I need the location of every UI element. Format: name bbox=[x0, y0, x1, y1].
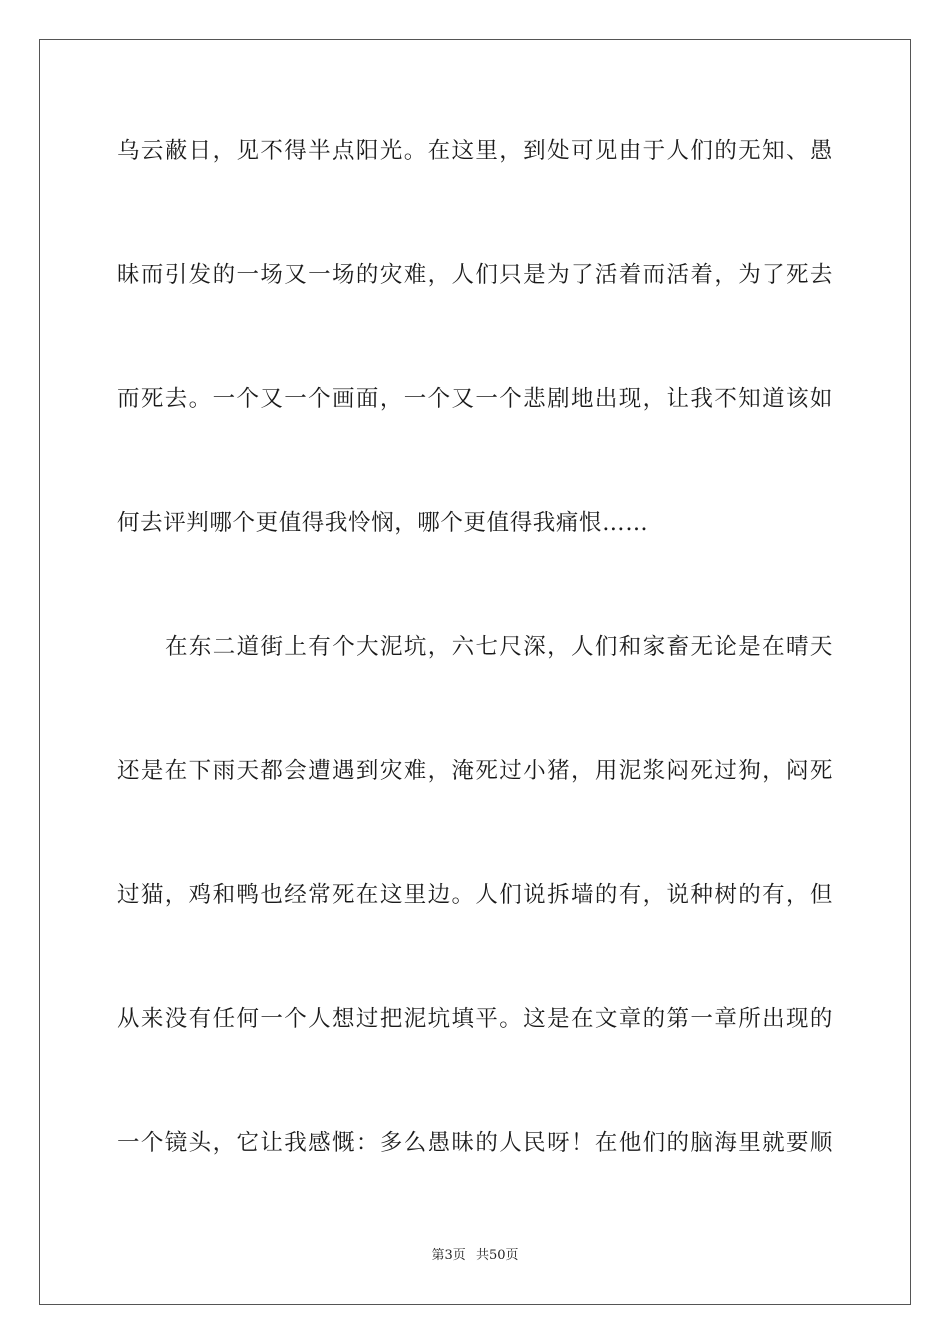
text-line-7: 过猫，鸡和鸭也经常死在这里边。人们说拆墙的有，说种树的有，但 bbox=[117, 882, 833, 908]
text-line-6: 还是在下雨天都会遭遇到灾难，淹死过小猪，用泥浆闷死过狗，闷死 bbox=[117, 758, 833, 784]
text-line-8: 从来没有任何一个人想过把泥坑填平。这是在文章的第一章所出现的 bbox=[117, 1006, 833, 1032]
text-line-4: 何去评判哪个更值得我怜悯，哪个更值得我痛恨…… bbox=[117, 510, 649, 536]
page-total: 共50页 bbox=[475, 1248, 519, 1263]
text-line-5-paragraph-start: 在东二道街上有个大泥坑，六七尺深，人们和家畜无论是在晴天 bbox=[165, 634, 833, 660]
text-line-9: 一个镜头，它让我感慨：多么愚昧的人民呀！在他们的脑海里就要顺 bbox=[117, 1130, 833, 1156]
page-border bbox=[39, 39, 911, 1305]
page-number: 第3页 bbox=[431, 1248, 466, 1263]
page-footer bbox=[0, 1247, 950, 1265]
text-line-3: 而死去。一个又一个画面，一个又一个悲剧地出现，让我不知道该如 bbox=[117, 386, 833, 412]
text-line-1: 乌云蔽日，见不得半点阳光。在这里，到处可见由于人们的无知、愚 bbox=[117, 138, 833, 164]
text-line-2: 昧而引发的一场又一场的灾难，人们只是为了活着而活着，为了死去 bbox=[117, 262, 833, 288]
